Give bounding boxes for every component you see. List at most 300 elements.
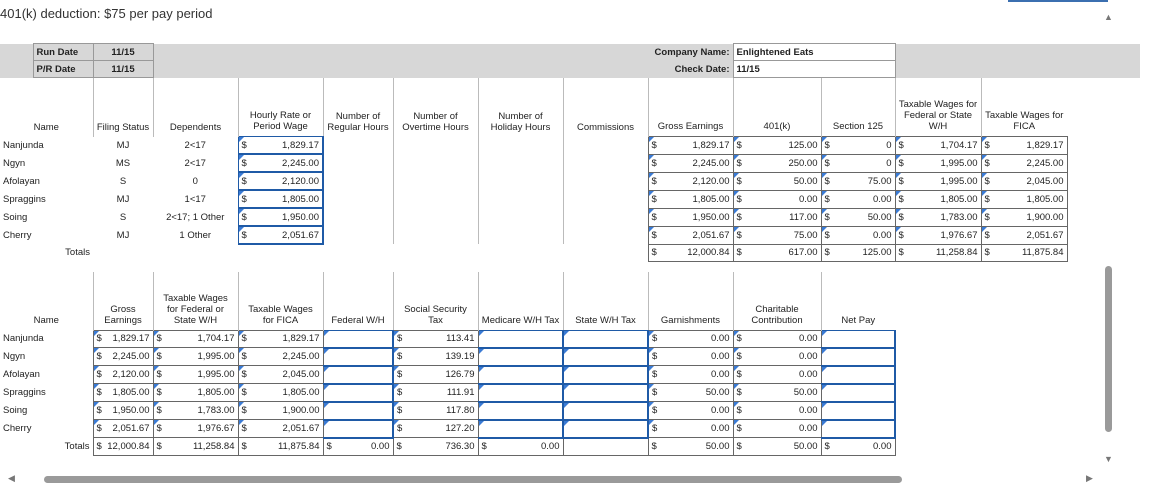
total-taxable-fica [238, 438, 323, 456]
currency-symbol: $ [652, 369, 658, 380]
charitable-input[interactable] [733, 366, 821, 384]
taxable-fica-input[interactable] [981, 154, 1067, 172]
cell [323, 244, 393, 261]
amount: 11,875.84 [277, 440, 320, 452]
cell [895, 384, 981, 402]
currency-symbol: $ [397, 333, 403, 345]
net-pay-input[interactable] [821, 384, 895, 402]
table-row [0, 244, 1140, 261]
currency-symbol: $ [397, 369, 403, 380]
cell [895, 438, 981, 456]
federal-wh-input[interactable] [323, 420, 393, 438]
payroll-table [0, 43, 1140, 456]
gross-earnings-input[interactable] [93, 330, 153, 348]
column-header: Number of Regular Hours [323, 78, 393, 137]
column-header: Filing Status [93, 78, 153, 137]
taxable-fed-input[interactable] [895, 137, 981, 155]
table-row [0, 208, 1140, 226]
currency-symbol: $ [96, 440, 102, 452]
amount: 617.00 [788, 247, 818, 258]
currency-symbol: $ [824, 229, 830, 241]
state-wh-input[interactable] [563, 330, 648, 348]
amount: 0.00 [711, 423, 730, 434]
amount: 1,829.17 [1026, 139, 1064, 151]
amount: 2,045.00 [1026, 175, 1064, 187]
table-row [0, 78, 1140, 137]
table-row [0, 366, 1140, 384]
amount: 50.00 [793, 387, 818, 398]
401k-input[interactable] [733, 137, 821, 155]
run-date: 11/15 [93, 44, 153, 61]
column-header: Commissions [563, 78, 648, 137]
currency-symbol: $ [984, 139, 990, 151]
amount: 125.00 [788, 139, 818, 151]
amount: 2,245.00 [112, 351, 150, 362]
horizontal-scroll-thumb[interactable] [44, 476, 902, 483]
cell [478, 208, 563, 226]
currency-symbol: $ [736, 333, 742, 345]
currency-symbol: $ [241, 333, 247, 345]
table-row [0, 261, 1140, 272]
currency-symbol: $ [241, 351, 247, 362]
currency-symbol: $ [984, 211, 990, 223]
rate-input[interactable] [238, 208, 323, 226]
filing-status: MJ [116, 193, 130, 205]
vertical-scroll-thumb[interactable] [1105, 266, 1112, 432]
employee-name: Nanjunda [3, 139, 44, 151]
social-security-input[interactable] [393, 366, 478, 384]
section125-input[interactable] [821, 137, 895, 155]
currency-symbol: $ [241, 193, 247, 205]
currency-symbol: $ [651, 247, 657, 258]
gross-earnings-input[interactable] [648, 190, 733, 208]
currency-symbol: $ [397, 423, 403, 434]
taxable-fed-input[interactable] [895, 190, 981, 208]
employee-name: Soing [3, 405, 28, 416]
net-pay-input[interactable] [821, 402, 895, 420]
401k-input[interactable] [733, 172, 821, 190]
amount: 1,805.00 [197, 387, 235, 398]
check-date-label: Check Date: [563, 61, 733, 78]
employee-name: Spraggins [3, 193, 46, 205]
401k-input[interactable] [733, 226, 821, 244]
federal-wh-input[interactable] [323, 330, 393, 348]
currency-symbol: $ [984, 229, 990, 241]
currency-symbol: $ [241, 211, 247, 223]
currency-symbol: $ [652, 387, 658, 398]
amount: 1,950.00 [282, 211, 319, 223]
currency-symbol: $ [96, 423, 102, 434]
filing-status: MS [115, 157, 131, 169]
currency-symbol: $ [326, 441, 332, 452]
state-wh-input[interactable] [563, 384, 648, 402]
gross-earnings-input[interactable] [93, 366, 153, 384]
gross-earnings-input[interactable] [648, 226, 733, 244]
taxable-fica-input[interactable] [981, 172, 1067, 190]
dependents: 2<17; 1 Other [166, 211, 225, 223]
employee-name: Afolayan [3, 175, 40, 187]
scroll-left-icon[interactable]: ◀ [8, 473, 15, 483]
taxable-fed-input[interactable] [153, 402, 238, 420]
table-row [0, 172, 1140, 190]
social-security-input[interactable] [393, 420, 478, 438]
currency-symbol: $ [824, 139, 830, 151]
garnishments-input[interactable] [648, 330, 733, 348]
column-header: Name [33, 121, 59, 133]
cell [895, 420, 981, 438]
garnishments-input[interactable] [648, 402, 733, 420]
taxable-fed-input[interactable] [895, 172, 981, 190]
charitable-input[interactable] [733, 402, 821, 420]
state-wh-input[interactable] [563, 366, 648, 384]
rate-input[interactable] [238, 172, 323, 190]
currency-symbol: $ [824, 175, 830, 187]
medicare-input[interactable] [478, 402, 563, 420]
currency-symbol: $ [651, 193, 657, 205]
employee-name: Soing [3, 211, 28, 223]
garnishments-input[interactable] [648, 348, 733, 366]
amount: 2,245.00 [692, 157, 730, 169]
federal-wh-input[interactable] [323, 366, 393, 384]
currency-symbol: $ [241, 139, 247, 151]
federal-wh-input[interactable] [323, 402, 393, 420]
table-row [0, 384, 1140, 402]
gross-earnings-input[interactable] [93, 402, 153, 420]
amount: 139.19 [445, 351, 475, 362]
state-wh-input[interactable] [563, 402, 648, 420]
amount: 2,051.67 [1026, 229, 1064, 241]
currency-symbol: $ [241, 175, 247, 187]
amount: 50.00 [705, 387, 730, 398]
currency-symbol: $ [396, 440, 402, 452]
column-header: Federal W/H [323, 272, 393, 331]
taxable-fica-input[interactable] [238, 348, 323, 366]
charitable-input[interactable] [733, 420, 821, 438]
cell [0, 261, 1140, 272]
currency-symbol: $ [156, 387, 162, 398]
gross-earnings-input[interactable] [648, 208, 733, 226]
column-header: Net Pay [821, 272, 895, 331]
taxable-fed-input[interactable] [153, 348, 238, 366]
column-header: Taxable Wages for Federal or State W/H [895, 78, 981, 137]
cell [895, 402, 981, 420]
currency-symbol: $ [156, 405, 162, 416]
currency-symbol: $ [984, 175, 990, 187]
taxable-fica-input[interactable] [238, 366, 323, 384]
cell [895, 366, 981, 384]
cell [323, 172, 393, 190]
taxable-fica-input[interactable] [981, 226, 1067, 244]
gross-earnings-input[interactable] [93, 348, 153, 366]
currency-symbol: $ [651, 440, 657, 452]
currency-symbol: $ [736, 175, 742, 187]
currency-symbol: $ [96, 387, 102, 398]
filing-status: MJ [116, 229, 130, 241]
cell [981, 272, 1067, 331]
amount: 1,805.00 [692, 193, 730, 205]
table-row [0, 61, 1140, 78]
cell [153, 61, 563, 78]
table-row [0, 137, 1140, 155]
filing-status: S [119, 211, 127, 223]
taxable-fed-input[interactable] [895, 226, 981, 244]
amount: 0.00 [371, 441, 390, 452]
currency-symbol: $ [898, 193, 904, 205]
medicare-input[interactable] [478, 366, 563, 384]
garnishments-input[interactable] [648, 384, 733, 402]
currency-symbol: $ [736, 369, 742, 380]
social-security-input[interactable] [393, 330, 478, 348]
currency-symbol: $ [824, 193, 830, 205]
total-garnishments [648, 438, 733, 456]
net-pay-input[interactable] [821, 366, 895, 384]
cell [323, 226, 393, 244]
cell [323, 154, 393, 172]
amount: 0 [886, 139, 892, 151]
medicare-input[interactable] [478, 330, 563, 348]
currency-symbol: $ [898, 157, 904, 169]
taxable-fed-input[interactable] [153, 384, 238, 402]
amount: 0.00 [799, 333, 818, 345]
social-security-input[interactable] [393, 348, 478, 366]
table-row [0, 190, 1140, 208]
cell [323, 190, 393, 208]
cell [563, 226, 648, 244]
medicare-input[interactable] [478, 348, 563, 366]
scroll-up-icon[interactable]: ▲ [1104, 12, 1113, 22]
currency-symbol: $ [898, 229, 904, 241]
employee-name: Ngyn [3, 157, 26, 169]
cell [895, 330, 981, 348]
cell [323, 137, 393, 155]
rate-input[interactable] [238, 154, 323, 172]
deduction-note: 401(k) deduction: $75 per pay period [0, 6, 213, 21]
total-gross [93, 438, 153, 456]
currency-symbol: $ [736, 351, 742, 362]
amount: 2,120.00 [282, 175, 319, 187]
scroll-down-icon[interactable]: ▼ [1104, 454, 1113, 464]
amount: 1,829.17 [282, 333, 320, 345]
amount: 0.00 [873, 193, 892, 205]
state-wh-input[interactable] [563, 420, 648, 438]
filing-status: MJ [116, 139, 130, 151]
amount: 127.20 [445, 423, 475, 434]
amount: 50.00 [867, 211, 892, 223]
column-header: Garnishments [648, 272, 733, 331]
taxable-fica-input[interactable] [238, 420, 323, 438]
taxable-fica-input[interactable] [238, 402, 323, 420]
total-taxable-fica [981, 244, 1067, 261]
amount: 117.00 [789, 211, 818, 223]
table-row [0, 402, 1140, 420]
column-header: Hourly Rate or Period Wage [238, 78, 323, 137]
cell [393, 190, 478, 208]
currency-symbol: $ [736, 211, 742, 223]
charitable-input[interactable] [733, 384, 821, 402]
amount: 0.00 [873, 441, 892, 452]
column-header: 401(k) [733, 78, 821, 137]
taxable-fed-input[interactable] [895, 208, 981, 226]
currency-symbol: $ [898, 247, 904, 258]
amount: 1,783.00 [197, 405, 235, 416]
column-header: Section 125 [821, 78, 895, 137]
currency-symbol: $ [736, 157, 742, 169]
cell [478, 244, 563, 261]
cell [563, 208, 648, 226]
currency-symbol: $ [984, 247, 990, 258]
total-net-pay [821, 438, 895, 456]
cell [93, 244, 153, 261]
cell [563, 154, 648, 172]
social-security-input[interactable] [393, 402, 478, 420]
social-security-input[interactable] [393, 384, 478, 402]
currency-symbol: $ [984, 193, 990, 205]
amount: 111.91 [446, 387, 475, 398]
taxable-fica-input[interactable] [981, 208, 1067, 226]
401k-input[interactable] [733, 208, 821, 226]
gross-earnings-input[interactable] [93, 384, 153, 402]
charitable-input[interactable] [733, 348, 821, 366]
currency-symbol: $ [652, 333, 658, 345]
currency-symbol: $ [736, 423, 742, 434]
amount: 0.00 [711, 351, 730, 362]
amount: 0.00 [799, 405, 818, 416]
currency-symbol: $ [736, 229, 742, 241]
rate-input[interactable] [238, 137, 323, 155]
amount: 0.00 [541, 441, 560, 452]
table-row [0, 226, 1140, 244]
taxable-fica-input[interactable] [981, 190, 1067, 208]
company-name: Enlightened Eats [733, 44, 895, 61]
cell [981, 330, 1067, 348]
amount: 2,120.00 [692, 175, 730, 187]
taxable-fed-input[interactable] [895, 154, 981, 172]
currency-symbol: $ [898, 139, 904, 151]
amount: 1,995.00 [940, 175, 978, 187]
amount: 11,258.84 [192, 440, 235, 452]
currency-symbol: $ [397, 351, 403, 362]
amount: 75.00 [867, 175, 892, 187]
table-row [0, 420, 1140, 438]
taxable-fed-input[interactable] [153, 366, 238, 384]
gross-earnings-input[interactable] [648, 172, 733, 190]
amount: 1,704.17 [940, 139, 978, 151]
dependents: 1 Other [179, 229, 212, 241]
column-header: Number of Overtime Hours [393, 78, 478, 137]
section125-input[interactable] [821, 226, 895, 244]
gross-earnings-input[interactable] [648, 154, 733, 172]
garnishments-input[interactable] [648, 366, 733, 384]
rate-input[interactable] [238, 226, 323, 244]
section125-input[interactable] [821, 190, 895, 208]
total-gross [648, 244, 733, 261]
amount: 2,245.00 [282, 351, 320, 362]
column-header: Taxable Wages for FICA [981, 78, 1067, 137]
employee-name: Cherry [3, 423, 32, 434]
amount: 125.00 [862, 247, 892, 258]
medicare-input[interactable] [478, 384, 563, 402]
charitable-input[interactable] [733, 330, 821, 348]
net-pay-input[interactable] [821, 330, 895, 348]
amount: 1,704.17 [197, 333, 235, 345]
gross-earnings-input[interactable] [648, 137, 733, 155]
401k-input[interactable] [733, 190, 821, 208]
cell [153, 44, 563, 61]
taxable-fica-input[interactable] [238, 384, 323, 402]
column-header: State W/H Tax [563, 272, 648, 331]
cell [393, 154, 478, 172]
column-header: Number of Holiday Hours [478, 78, 563, 137]
payroll-register [0, 43, 1140, 456]
currency-symbol: $ [736, 193, 742, 205]
net-pay-input[interactable] [821, 348, 895, 366]
currency-symbol: $ [156, 351, 162, 362]
table-row [0, 154, 1140, 172]
currency-symbol: $ [824, 157, 830, 169]
medicare-input[interactable] [478, 420, 563, 438]
currency-symbol: $ [736, 440, 742, 452]
state-wh-input[interactable] [563, 348, 648, 366]
401k-input[interactable] [733, 154, 821, 172]
currency-symbol: $ [652, 423, 658, 434]
cell [0, 44, 33, 61]
section125-input[interactable] [821, 208, 895, 226]
amount: 1,900.00 [1026, 211, 1064, 223]
scroll-right-icon[interactable]: ▶ [1086, 473, 1093, 483]
amount: 0.00 [711, 369, 730, 380]
net-pay-input[interactable] [821, 420, 895, 438]
rate-input[interactable] [238, 190, 323, 208]
table-row [0, 438, 1140, 456]
garnishments-input[interactable] [648, 420, 733, 438]
currency-symbol: $ [984, 157, 990, 169]
amount: 11,258.84 [935, 247, 978, 258]
section125-input[interactable] [821, 154, 895, 172]
pr-date-label: P/R Date [33, 61, 93, 78]
currency-symbol: $ [96, 369, 102, 380]
currency-symbol: $ [96, 405, 102, 416]
currency-symbol: $ [241, 229, 247, 241]
currency-symbol: $ [397, 387, 403, 398]
currency-symbol: $ [652, 405, 658, 416]
currency-symbol: $ [736, 405, 742, 416]
amount: 1,950.00 [112, 405, 150, 416]
section125-input[interactable] [821, 172, 895, 190]
cell [981, 402, 1067, 420]
currency-symbol: $ [241, 440, 247, 452]
currency-symbol: $ [156, 440, 162, 452]
currency-symbol: $ [824, 211, 830, 223]
taxable-fica-input[interactable] [981, 137, 1067, 155]
federal-wh-input[interactable] [323, 384, 393, 402]
cell [981, 438, 1067, 456]
gross-earnings-input[interactable] [93, 420, 153, 438]
currency-symbol: $ [652, 351, 658, 362]
amount: 1,829.17 [692, 139, 730, 151]
cell [393, 172, 478, 190]
amount: 1,995.00 [197, 351, 235, 362]
table1-body [0, 44, 1140, 456]
amount: 11,875.84 [1021, 247, 1064, 258]
dependents: 0 [192, 175, 198, 187]
taxable-fica-input[interactable] [238, 330, 323, 348]
amount: 2,245.00 [1026, 157, 1064, 169]
federal-wh-input[interactable] [323, 348, 393, 366]
taxable-fed-input[interactable] [153, 330, 238, 348]
amount: 113.41 [446, 333, 475, 345]
taxable-fed-input[interactable] [153, 420, 238, 438]
amount: 0.00 [873, 229, 892, 241]
